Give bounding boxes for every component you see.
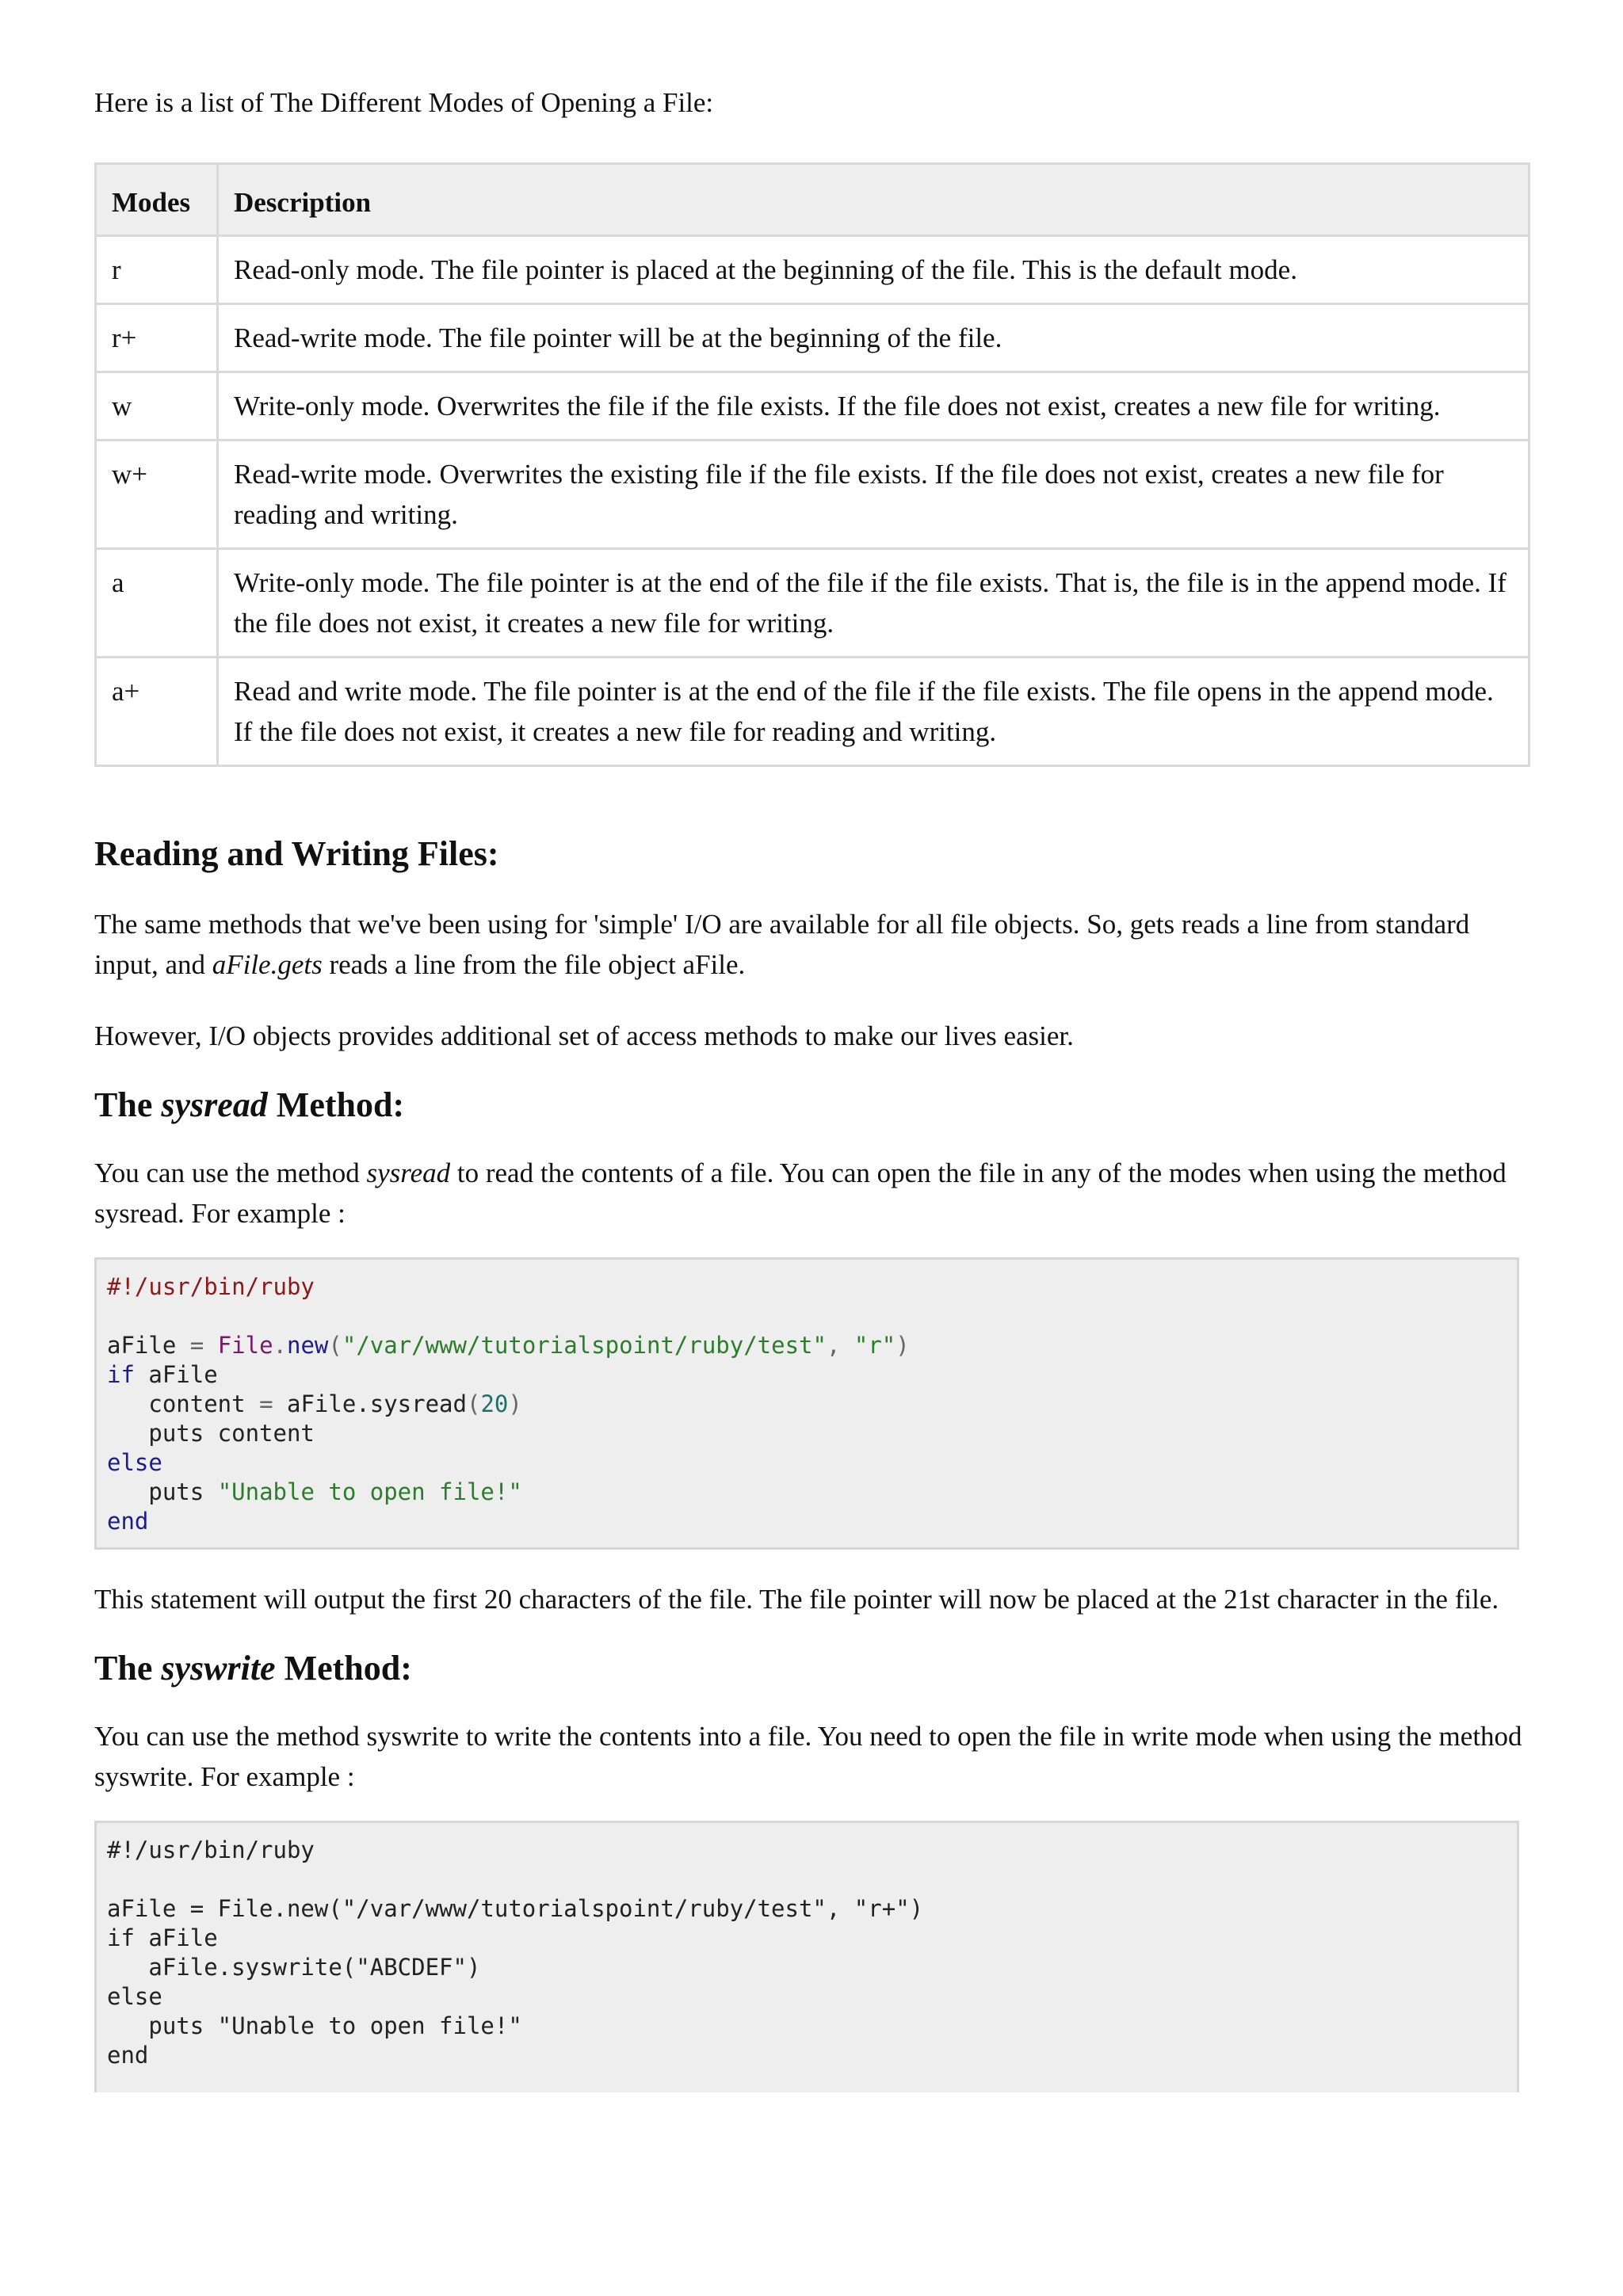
sysread-heading <box>94 1081 1529 1129</box>
heading-text: Method: <box>267 1085 405 1124</box>
code-token: . <box>273 1332 288 1359</box>
code-token: "Unable to open file!" <box>217 1478 522 1505</box>
description-cell: Read-only mode. The file pointer is placed at the beginning of the file. This is the default mode. <box>218 236 1529 304</box>
code-token: , <box>826 1332 854 1359</box>
code-line: aFile = File.new("/var/www/tutorialspoint/ruby/test", "r+") <box>107 1895 924 1922</box>
reading-writing-heading: Reading and Writing Files: <box>94 834 499 873</box>
code-token: ( <box>466 1390 481 1417</box>
code-token: File <box>217 1332 273 1359</box>
heading-method-name: sysread <box>161 1085 268 1124</box>
code-line: else <box>107 1983 162 2010</box>
syswrite-paragraph: You can use the method syswrite to write the contents into a file. You need to open the file in write mode when using the method syswrite. For example : <box>94 1721 1522 1792</box>
text-run: to read the contents of a file. You can open the file in any of the modes when using the method sysread. For example : <box>94 1158 1507 1229</box>
text-run: reads a line from the file object aFile. <box>322 949 746 980</box>
mode-cell: a+ <box>96 658 218 766</box>
code-line <box>107 1865 1507 1894</box>
code-token: puts <box>107 1478 218 1505</box>
intro-text: Here is a list of The Different Modes of Opening a File: <box>94 87 714 118</box>
code-token: "r" <box>854 1332 896 1359</box>
code-token: aFile <box>107 1332 177 1359</box>
heading-text: Method: <box>275 1649 412 1688</box>
code-line-blank <box>107 1302 1507 1331</box>
code-line: end <box>107 1508 149 1535</box>
description-cell: Write-only mode. The file pointer is at the end of the file if the file exists. That is, the file is in the append mode. If the file does not exist, it creates a new file for writing. <box>218 549 1529 658</box>
code-token: if <box>107 1361 135 1388</box>
code-line: puts content <box>107 1420 315 1447</box>
table-header-row <box>96 164 1529 236</box>
code-line: #!/usr/bin/ruby <box>107 1273 315 1300</box>
inline-code-emphasis: aFile.gets <box>212 949 323 980</box>
code-line: end <box>107 2042 149 2069</box>
table-row <box>96 441 1529 549</box>
code-token: content <box>107 1390 260 1417</box>
reading-paragraph-2: However, I/O objects provides additional set of access methods to make our lives easier. <box>94 1020 1074 1051</box>
description-cell: Read and write mode. The file pointer is at the end of the file if the file exists. The file opens in the append mode. If the file does not exist, it creates a new file for reading and writing. <box>218 658 1529 766</box>
sysread-code-block <box>94 1257 1519 1550</box>
mode-cell: r+ <box>96 304 218 372</box>
heading-text: The <box>94 1085 162 1124</box>
text-run: The same methods that we've been using for 'simple' I/O are available for all file objects. So, gets reads a line from standard input, and <box>94 909 1470 980</box>
code-token: 20 <box>480 1390 509 1417</box>
table-row <box>96 549 1529 658</box>
table-row <box>96 658 1529 766</box>
code-token: ) <box>896 1332 910 1359</box>
code-token: new <box>287 1332 329 1359</box>
table-row <box>96 372 1529 441</box>
code-token: "/var/www/tutorialspoint/ruby/test" <box>342 1332 827 1359</box>
sysread-paragraph <box>94 1153 1529 1234</box>
text-run: You can use the method <box>94 1158 367 1188</box>
table-row <box>96 304 1529 372</box>
heading-text: The <box>94 1649 162 1688</box>
method-name-emphasis: sysread <box>366 1158 451 1188</box>
code-line <box>107 1390 1507 1419</box>
code-line <box>107 1478 1507 1507</box>
header-modes: Modes <box>96 164 218 236</box>
table-row <box>96 236 1529 304</box>
description-cell: Read-write mode. Overwrites the existing file if the file exists. If the file does not exist, creates a new file for reading and writing. <box>218 441 1529 549</box>
heading-method-name: syswrite <box>161 1649 276 1688</box>
code-token: aFile <box>134 1361 218 1388</box>
mode-cell: w <box>96 372 218 441</box>
code-line: else <box>107 1449 162 1476</box>
syswrite-heading <box>94 1645 1529 1692</box>
code-line: if aFile <box>107 1924 218 1951</box>
code-token: = <box>176 1332 218 1359</box>
code-token: ( <box>328 1332 342 1359</box>
code-line: aFile.syswrite("ABCDEF") <box>107 1954 481 1981</box>
syswrite-code-block <box>94 1821 1519 2092</box>
code-line: puts "Unable to open file!" <box>107 2012 522 2039</box>
description-cell: Write-only mode. Overwrites the file if the file exists. If the file does not exist, creates a new file for writing. <box>218 372 1529 441</box>
code-line: #!/usr/bin/ruby <box>107 1836 315 1863</box>
mode-cell: w+ <box>96 441 218 549</box>
code-token: = <box>259 1390 273 1417</box>
file-modes-table <box>94 162 1530 767</box>
code-line <box>107 1360 1507 1390</box>
description-cell: Read-write mode. The file pointer will be at the beginning of the file. <box>218 304 1529 372</box>
code-token: aFile.sysread <box>273 1390 467 1417</box>
mode-cell: r <box>96 236 218 304</box>
mode-cell: a <box>96 549 218 658</box>
reading-paragraph-1 <box>94 904 1529 985</box>
code-token: ) <box>508 1390 522 1417</box>
header-description: Description <box>218 164 1529 236</box>
code-line <box>107 1331 1507 1360</box>
sysread-output-paragraph: This statement will output the first 20 characters of the file. The file pointer will now be placed at the 21st character in the file. <box>94 1584 1499 1615</box>
